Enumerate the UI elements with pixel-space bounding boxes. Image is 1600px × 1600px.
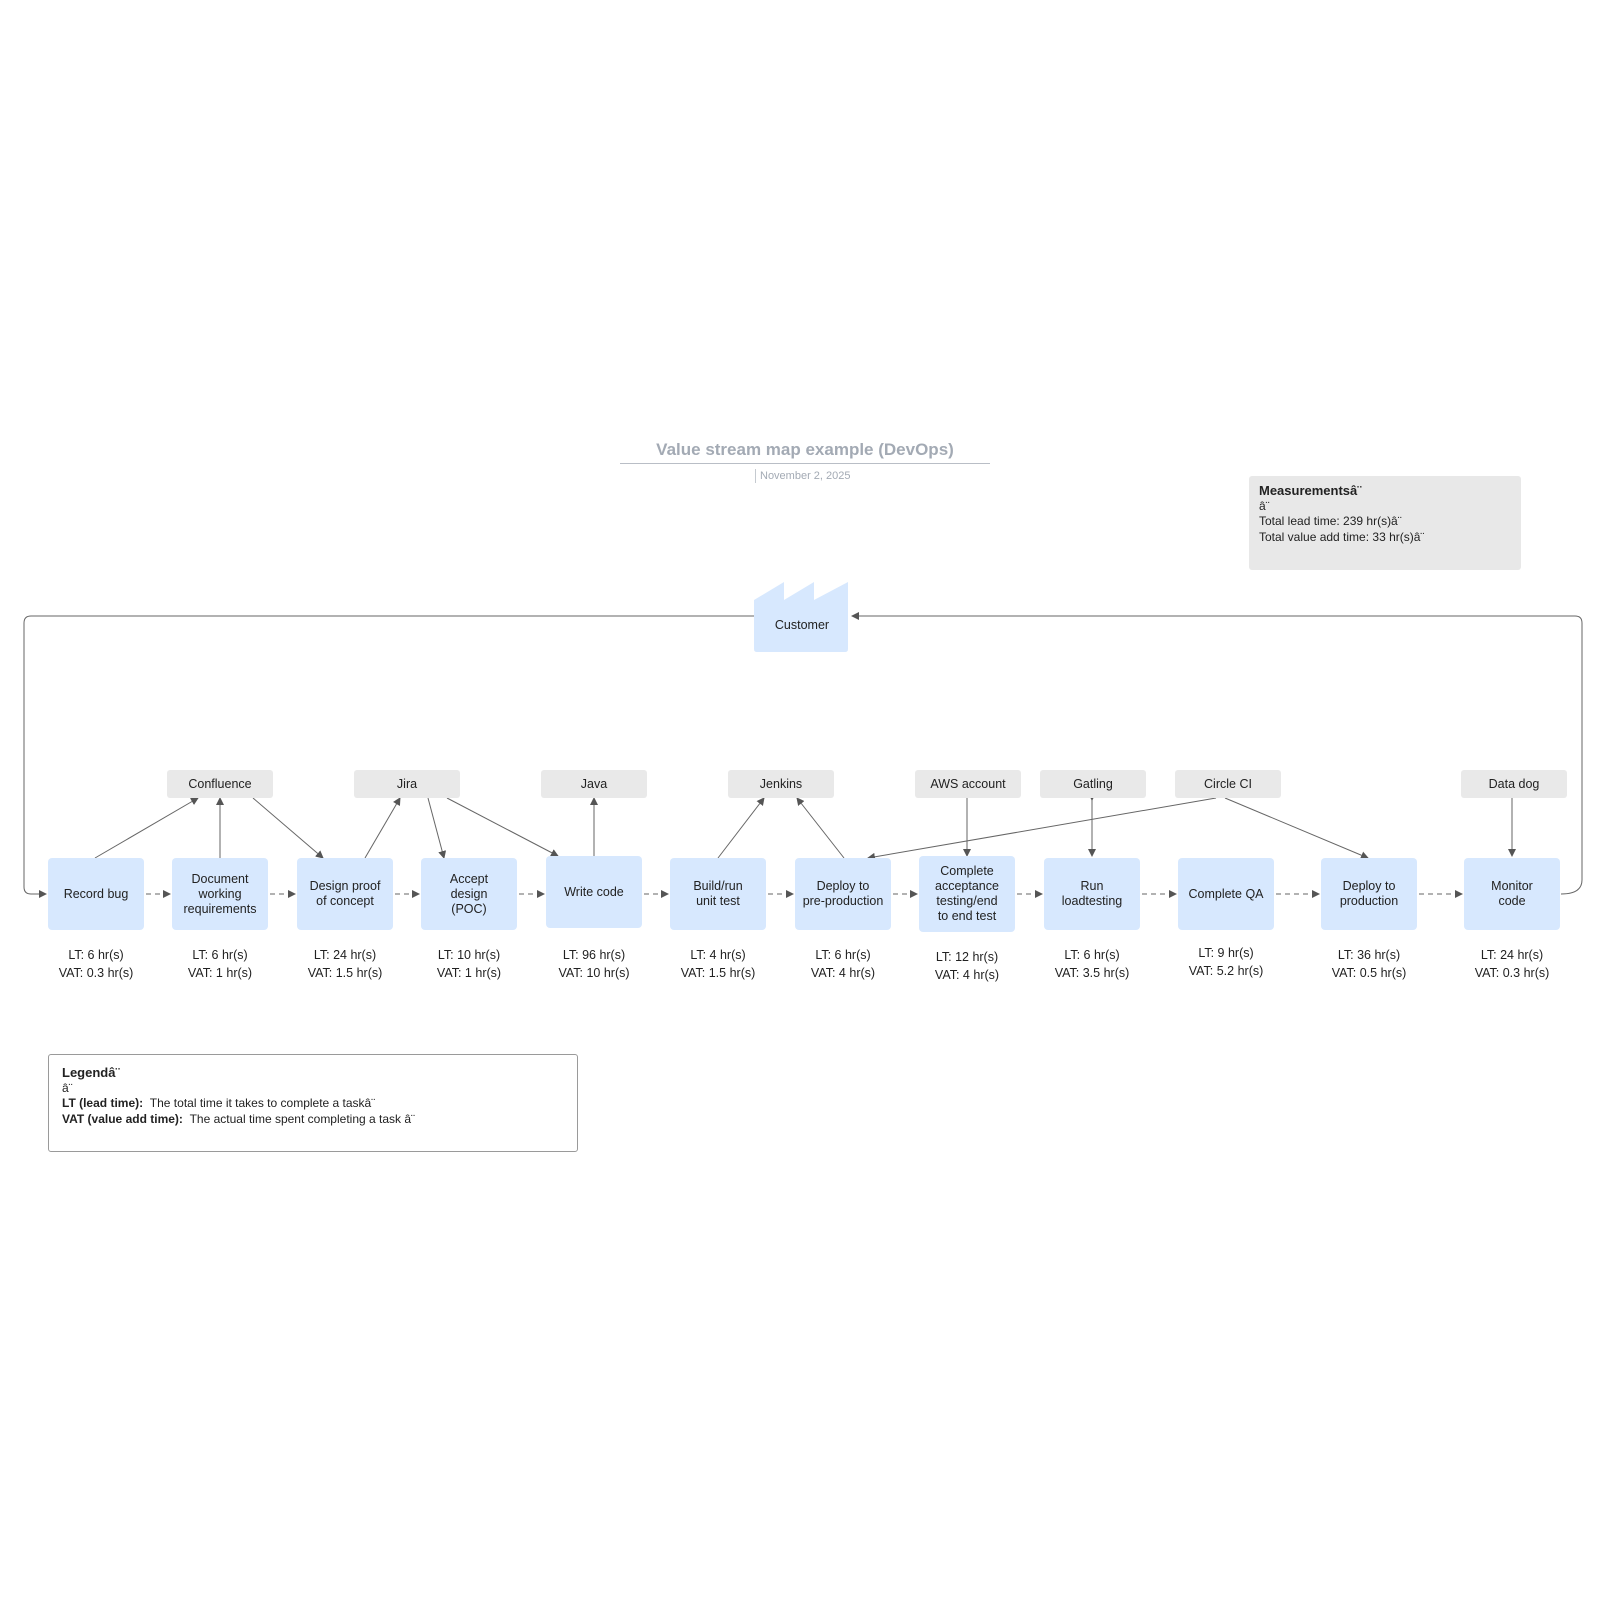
lead-time-value: LT: 9 hr(s): [1198, 946, 1254, 960]
legend-lt-term: LT (lead time):: [62, 1096, 144, 1110]
value-add-time-value: VAT: 1.5 hr(s): [680, 966, 756, 980]
tool-link: [428, 798, 444, 858]
tool-link: [1225, 798, 1368, 858]
process-label-line: Deploy to: [816, 879, 870, 893]
process-label: [310, 879, 381, 909]
process-label: [1340, 879, 1398, 909]
process-label-line: testing/end: [936, 894, 998, 908]
process-label-line: code: [1498, 894, 1526, 908]
process-label-line: Complete: [940, 864, 994, 878]
tool-link: [868, 798, 1216, 858]
process-label-line: production: [1339, 894, 1399, 908]
customer-label: Customer: [774, 618, 830, 632]
process-label-line: Design proof: [309, 879, 381, 893]
process-label: [1491, 879, 1533, 909]
process-box: [795, 858, 891, 930]
lead-time-value: LT: 6 hr(s): [68, 948, 124, 962]
process-metrics: [285, 946, 405, 982]
legend-spacer: â¨: [62, 1080, 73, 1095]
tool-jira: Jira: [354, 770, 460, 798]
lead-time-value: LT: 36 hr(s): [1337, 948, 1401, 962]
lead-time-value: LT: 6 hr(s): [1064, 948, 1120, 962]
process-metrics: [1166, 944, 1286, 980]
process-metrics: [1452, 946, 1572, 982]
process-label: [1062, 879, 1122, 909]
measurements-spacer: â¨: [1259, 498, 1270, 513]
value-add-time-value: VAT: 5.2 hr(s): [1188, 964, 1264, 978]
tool-link: [447, 798, 558, 856]
value-add-time-value: VAT: 0.3 hr(s): [58, 966, 134, 980]
process-label-line: acceptance: [935, 879, 999, 893]
process-metrics: [534, 946, 654, 982]
tool-link: [365, 798, 400, 858]
process-box: [48, 858, 144, 930]
process-label-line: to end test: [937, 909, 997, 923]
lead-time-value: LT: 6 hr(s): [815, 948, 871, 962]
lead-time-value: LT: 24 hr(s): [1480, 948, 1544, 962]
value-add-time-value: VAT: 4 hr(s): [810, 966, 876, 980]
process-label-line: pre-production: [802, 894, 884, 908]
process-label: [803, 879, 884, 909]
process-metrics: [36, 946, 156, 982]
process-label-line: working: [198, 886, 242, 901]
total-value-add-time: Total value add time: 33 hr(s)â¨: [1259, 529, 1425, 544]
lead-time-value: LT: 4 hr(s): [690, 948, 746, 962]
tool-java: Java: [541, 770, 647, 798]
value-add-time-value: VAT: 0.3 hr(s): [1474, 966, 1550, 980]
process-box: [1178, 858, 1274, 930]
process-label: [564, 885, 624, 900]
process-metrics: [409, 946, 529, 982]
total-lead-time: Total lead time: 239 hr(s)â¨: [1259, 514, 1402, 528]
page-date: November 2, 2025: [760, 470, 851, 482]
process-box: [172, 858, 268, 930]
title-underline: [620, 463, 990, 464]
lead-time-value: LT: 24 hr(s): [313, 948, 377, 962]
process-metrics: [160, 946, 280, 982]
value-add-time-value: VAT: 1.5 hr(s): [307, 966, 383, 980]
process-box: [919, 856, 1015, 932]
process-label-line: Document: [191, 871, 249, 886]
measurements-heading: Measurementsâ¨: [1259, 483, 1362, 498]
customer-return-line: [852, 616, 1582, 894]
process-box: [297, 858, 393, 930]
process-label-line: loadtesting: [1061, 894, 1123, 908]
measurements-box: [1249, 476, 1521, 570]
process-metrics: [1309, 946, 1429, 982]
process-label: [450, 872, 488, 917]
process-label: [64, 887, 129, 902]
process-label-line: unit test: [696, 894, 740, 908]
legend-box: [48, 1054, 578, 1152]
value-add-time-value: VAT: 0.5 hr(s): [1331, 966, 1407, 980]
process-label: [693, 879, 742, 909]
process-label-line: (POC): [451, 901, 487, 916]
value-add-time-value: VAT: 3.5 hr(s): [1054, 966, 1130, 980]
process-label-line: Monitor: [1491, 879, 1533, 893]
tool-gatling: Gatling: [1040, 770, 1146, 798]
process-label-line: Build/run: [693, 879, 743, 893]
legend-heading: Legendâ¨: [62, 1065, 120, 1080]
tool-link: [253, 798, 323, 858]
process-box: [1464, 858, 1560, 930]
legend-lt-row: [62, 1096, 564, 1112]
process-label-line: Record bug: [63, 886, 129, 901]
lead-time-value: LT: 96 hr(s): [562, 948, 626, 962]
tool-confluence: Confluence: [167, 770, 273, 798]
process-metrics: [907, 948, 1027, 984]
process-label-line: Accept: [449, 871, 489, 886]
process-label-line: requirements: [183, 901, 257, 916]
process-label: [1188, 887, 1263, 902]
process-metrics: [783, 946, 903, 982]
process-label-line: Run: [1080, 879, 1104, 893]
process-label-line: Complete QA: [1188, 886, 1264, 901]
value-add-time-value: VAT: 1 hr(s): [187, 966, 253, 980]
lead-time-value: LT: 12 hr(s): [935, 950, 999, 964]
tool-link: [95, 798, 198, 858]
tool-circle-ci: Circle CI: [1175, 770, 1281, 798]
process-label-line: of concept: [316, 894, 374, 908]
process-box: [421, 858, 517, 930]
legend-vat-row: [62, 1112, 564, 1128]
value-add-time-value: VAT: 4 hr(s): [934, 968, 1000, 982]
process-box: [1321, 858, 1417, 930]
date-divider: [755, 469, 756, 483]
customer-factory-icon: [754, 582, 850, 652]
process-label-line: design: [450, 886, 488, 901]
legend-lt-desc: The total time it takes to complete a taskâ¨: [149, 1096, 376, 1110]
tool-link: [797, 798, 844, 858]
lead-time-value: LT: 10 hr(s): [437, 948, 501, 962]
value-add-time-value: VAT: 10 hr(s): [558, 966, 630, 980]
process-label: [184, 872, 257, 917]
tool-jenkins: Jenkins: [728, 770, 834, 798]
page-title: Value stream map example (DevOps): [656, 440, 954, 459]
legend-vat-desc: The actual time spent completing a task â¨: [189, 1111, 416, 1126]
legend-vat-term: VAT (value add time):: [62, 1111, 183, 1126]
tool-data-dog: Data dog: [1461, 770, 1567, 798]
process-label: [935, 864, 999, 924]
process-box: [1044, 858, 1140, 930]
lead-time-value: LT: 6 hr(s): [192, 948, 248, 962]
customer-start-line: [24, 616, 754, 894]
value-add-time-value: VAT: 1 hr(s): [436, 966, 502, 980]
tool-aws-account: AWS account: [915, 770, 1021, 798]
process-label-line: Write code: [564, 884, 624, 899]
process-box: [670, 858, 766, 930]
process-box: [546, 856, 642, 928]
tool-link: [718, 798, 764, 858]
process-metrics: [1032, 946, 1152, 982]
process-metrics: [658, 946, 778, 982]
process-label-line: Deploy to: [1342, 879, 1396, 893]
